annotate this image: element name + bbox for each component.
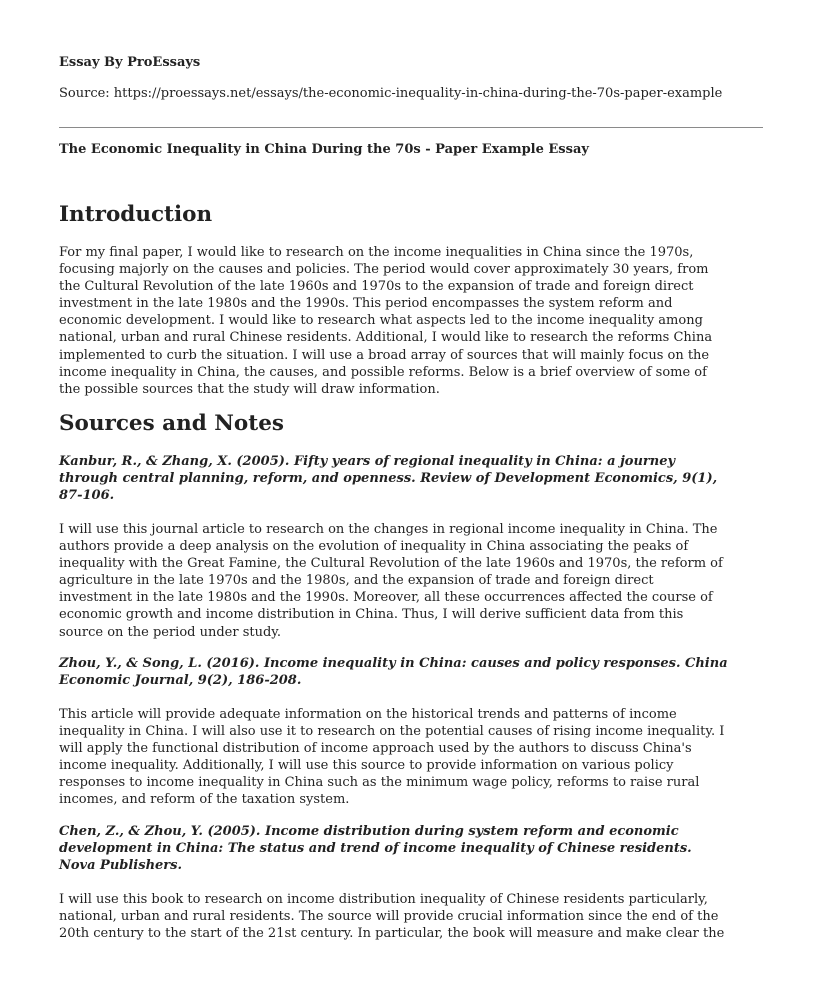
text-line: economic growth and income distribution in China. Thus, I will derive sufficient data from this [59,607,684,623]
text-line: This article will provide adequate information on the historical trends and patterns of income [59,707,677,722]
source-line: Source: https://proessays.net/essays/the-economic-inequality-in-china-during-the-70s-paper-example [59,86,723,101]
text-line: I will use this book to research on income distribution inequality of Chinese residents particularly, [59,892,708,907]
essay-by-label: Essay By ProEssays [59,55,201,70]
text-line: the possible sources that the study will draw information. [59,381,440,397]
text-line: income inequality in China, the causes, and possible reforms. Below is a brief overview of some of [59,364,707,380]
reference-citation [59,655,728,689]
text-line: income inequality. Additionally, I will use this source to provide information on various policy [59,758,674,774]
text-line: the Cultural Revolution of the late 1960s and 1970s to the expansion of trade and foreign direct [59,279,694,295]
header-divider [59,127,763,128]
text-line: investment in the late 1980s and the 1990s. Moreover, all these occurrences affected the course of [59,590,713,606]
document-title: The Economic Inequality in China During the 70s - Paper Example Essay [59,142,589,157]
citation-line: Economic Journal, 9(2), 186-208. [59,673,302,689]
text-line: investment in the late 1980s and the 1990s. This period encompasses the system reform and [59,296,673,312]
text-line: inequality with the Great Famine, the Cultural Revolution of the late 1960s and 1970s, the reform of [59,556,723,572]
text-line: I will use this journal article to research on the changes in regional income inequality in China. The [59,522,718,537]
text-line: national, urban and rural Chinese residents. Additional, I would like to research the reforms China [59,330,713,346]
citation-line: Chen, Z., & Zhou, Y. (2005). Income distribution during system reform and economic [59,824,679,839]
reference-citation [59,453,717,504]
text-line: will apply the functional distribution of income approach used by the authors to discuss China's [59,741,692,757]
citation-line: Nova Publishers. [59,858,182,874]
reference-citation [59,823,692,874]
source-note-paragraph [59,706,724,809]
introduction-paragraph [59,244,712,398]
text-line: authors provide a deep analysis on the evolution of inequality in China associating the peaks of [59,539,689,555]
text-line: responses to income inequality in China such as the minimum wage policy, reforms to raise rural [59,775,700,791]
citation-line: development in China: The status and trend of income inequality of Chinese residents. [59,841,692,857]
text-line: For my final paper, I would like to research on the income inequalities in China since the 1970s, [59,245,694,260]
source-note-paragraph [59,521,723,641]
text-line: national, urban and rural residents. The source will provide crucial information since the end of the [59,909,719,925]
source-note-paragraph [59,891,724,942]
text-line: agriculture in the late 1970s and the 1980s, and the expansion of trade and foreign direct [59,573,654,589]
text-line: focusing majorly on the causes and policies. The period would cover approximately 30 years, from [59,262,709,278]
text-line: incomes, and reform of the taxation system. [59,792,350,808]
section-heading-introduction: Introduction [59,202,213,227]
text-line: economic development. I would like to research what aspects led to the income inequality among [59,313,703,329]
citation-line: through central planning, reform, and openness. Review of Development Economics, 9(1), [59,471,718,487]
citation-line: 87-106. [59,488,115,504]
text-line: 20th century to the start of the 21st century. In particular, the book will measure and make clear the [59,926,725,942]
text-line: source on the period under study. [59,624,282,640]
section-heading-sources-and-notes: Sources and Notes [59,411,284,436]
citation-line: Zhou, Y., & Song, L. (2016). Income inequality in China: causes and policy responses. China [59,656,728,671]
text-line: inequality in China. I will also use it to research on the potential causes of rising income inequality. I [59,724,725,740]
citation-line: Kanbur, R., & Zhang, X. (2005). Fifty years of regional inequality in China: a journey [59,454,676,469]
text-line: implemented to curb the situation. I will use a broad array of sources that will mainly focus on the [59,347,710,363]
